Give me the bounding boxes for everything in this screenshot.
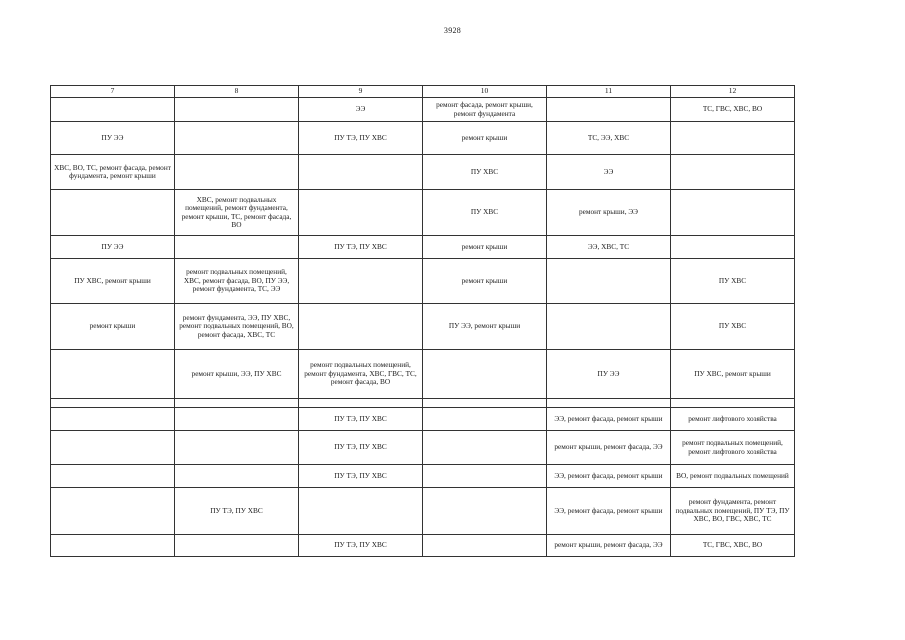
table-cell (51, 465, 175, 488)
table-cell: ремонт крыши, ЭЭ, ПУ ХВС (175, 350, 299, 399)
column-header: 10 (423, 86, 547, 98)
table-cell (671, 190, 795, 236)
table-cell: ЭЭ, ремонт фасада, ремонт крыши (547, 408, 671, 431)
table-cell: ремонт крыши, ремонт фасада, ЭЭ (547, 431, 671, 465)
table-cell (671, 236, 795, 259)
table-cell (299, 399, 423, 408)
table-cell: ТС, ГВС, ХВС, ВО (671, 98, 795, 122)
table-row (51, 535, 795, 557)
table-cell: ПУ ЭЭ, ремонт крыши (423, 304, 547, 350)
column-number-row (51, 86, 795, 98)
table-cell: ПУ ТЭ, ПУ ХВС (299, 236, 423, 259)
table-row (51, 259, 795, 304)
table-cell: ЭЭ (299, 98, 423, 122)
table-cell (671, 399, 795, 408)
page-number: 3928 (443, 26, 462, 35)
table-cell (175, 155, 299, 190)
table-cell: ХВС, ремонт подвальных помещений, ремонт фундамента, ремонт крыши, ТС, ремонт фасада, ВО (175, 190, 299, 236)
table-row (51, 465, 795, 488)
table-cell (175, 122, 299, 155)
table-cell: ЭЭ, ремонт фасада, ремонт крыши (547, 465, 671, 488)
table-cell: ремонт фундамента, ЭЭ, ПУ ХВС, ремонт подвальных помещений, ВО, ремонт фасада, ХВС, ТС (175, 304, 299, 350)
table-cell (299, 155, 423, 190)
table-cell: ЭЭ, ремонт фасада, ремонт крыши (547, 488, 671, 535)
table-cell: ХВС, ВО, ТС, ремонт фасада, ремонт фундамента, ремонт крыши (51, 155, 175, 190)
table-cell: ПУ ТЭ, ПУ ХВС (299, 122, 423, 155)
table-cell: ремонт подвальных помещений, ХВС, ремонт фасада, ВО, ПУ ЭЭ, ремонт фундамента, ТС, ЭЭ (175, 259, 299, 304)
table-cell (299, 190, 423, 236)
table-cell: ВО, ремонт подвальных помещений (671, 465, 795, 488)
table-cell: ПУ ХВС (423, 190, 547, 236)
table-cell: ремонт крыши (423, 122, 547, 155)
table-cell: ПУ ТЭ, ПУ ХВС (299, 465, 423, 488)
table-cell: ПУ ХВС, ремонт крыши (51, 259, 175, 304)
table-cell (423, 408, 547, 431)
table-cell (51, 431, 175, 465)
column-header: 12 (671, 86, 795, 98)
table-cell (671, 155, 795, 190)
table-row (51, 350, 795, 399)
table-cell (299, 304, 423, 350)
column-header: 9 (299, 86, 423, 98)
table-cell: ПУ ХВС, ремонт крыши (671, 350, 795, 399)
table-cell: ремонт подвальных помещений, ремонт лифтового хозяйства (671, 431, 795, 465)
table-cell (671, 122, 795, 155)
table-cell (547, 304, 671, 350)
column-header: 7 (51, 86, 175, 98)
table-cell (423, 535, 547, 557)
table-cell: ремонт крыши, ЭЭ (547, 190, 671, 236)
table-cell (423, 350, 547, 399)
table-cell: ПУ ХВС (423, 155, 547, 190)
table-cell: ремонт фасада, ремонт крыши, ремонт фундамента (423, 98, 547, 122)
table-cell (175, 535, 299, 557)
table-cell: ремонт подвальных помещений, ремонт фундамента, ХВС, ГВС, ТС, ремонт фасада, ВО (299, 350, 423, 399)
table-cell: ЭЭ (547, 155, 671, 190)
table-cell: ПУ ЭЭ (51, 236, 175, 259)
table-cell: ремонт крыши (423, 236, 547, 259)
table-cell (547, 399, 671, 408)
table-cell (175, 399, 299, 408)
table-cell (547, 259, 671, 304)
table-cell (51, 488, 175, 535)
table-cell (547, 98, 671, 122)
table-cell: ремонт лифтового хозяйства (671, 408, 795, 431)
table-cell: ТС, ГВС, ХВС, ВО (671, 535, 795, 557)
table-row (51, 431, 795, 465)
table-cell: ПУ ТЭ, ПУ ХВС (299, 431, 423, 465)
table-cell (423, 399, 547, 408)
table-cell: ремонт крыши, ремонт фасада, ЭЭ (547, 535, 671, 557)
table-cell (51, 535, 175, 557)
table-cell (51, 98, 175, 122)
table-cell: ПУ ТЭ, ПУ ХВС (299, 408, 423, 431)
column-header: 11 (547, 86, 671, 98)
table-cell (51, 350, 175, 399)
table-cell: ремонт фундамента, ремонт подвальных помещений, ПУ ТЭ, ПУ ХВС, ВО, ГВС, ХВС, ТС (671, 488, 795, 535)
table-row (51, 98, 795, 122)
table-cell (175, 98, 299, 122)
table-cell (51, 190, 175, 236)
work-plan-table (50, 85, 795, 557)
table-cell: ремонт крыши (423, 259, 547, 304)
table-cell: ПУ ТЭ, ПУ ХВС (175, 488, 299, 535)
table-cell (175, 431, 299, 465)
table-cell: ЭЭ, ХВС, ТС (547, 236, 671, 259)
table-row (51, 408, 795, 431)
table-row (51, 488, 795, 535)
table-row (51, 155, 795, 190)
table-cell (299, 259, 423, 304)
table-cell: ПУ ТЭ, ПУ ХВС (299, 535, 423, 557)
table-cell: ПУ ЭЭ (547, 350, 671, 399)
table-cell: ремонт крыши (51, 304, 175, 350)
table-row (51, 236, 795, 259)
table-cell (51, 408, 175, 431)
table-row (51, 190, 795, 236)
table-cell (51, 399, 175, 408)
table-cell (299, 488, 423, 535)
table-cell (175, 236, 299, 259)
table-row (51, 304, 795, 350)
table-cell (423, 488, 547, 535)
table-cell (175, 465, 299, 488)
table-cell (175, 408, 299, 431)
table-cell: ПУ ХВС (671, 304, 795, 350)
table-row (51, 399, 795, 408)
table-cell: ПУ ЭЭ (51, 122, 175, 155)
table-cell (423, 465, 547, 488)
table-cell (423, 431, 547, 465)
table-cell: ПУ ХВС (671, 259, 795, 304)
table-cell: ТС, ЭЭ, ХВС (547, 122, 671, 155)
table-row (51, 122, 795, 155)
column-header: 8 (175, 86, 299, 98)
